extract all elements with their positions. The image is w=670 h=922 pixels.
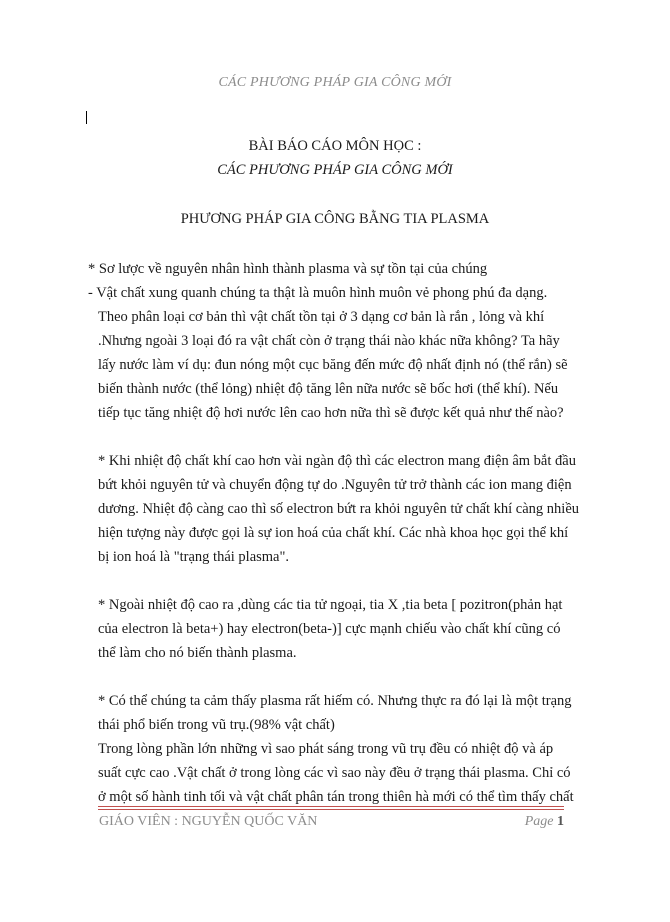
body-line: * Khi nhiệt độ chất khí cao hơn vài ngàn độ thì các electron mang điện âm bắt đầu xyxy=(98,453,576,469)
body-line: bứt khỏi nguyên tử và chuyển động tự do .Nguyên tử trở thành các ion mang điện xyxy=(98,477,572,493)
page-label: Page xyxy=(524,814,554,829)
report-title: BÀI BÁO CÁO MÔN HỌC : xyxy=(248,138,422,154)
document-body xyxy=(88,257,580,809)
footer-teacher: GIÁO VIÊN : NGUYỄN QUỐC VĂN xyxy=(99,814,318,829)
body-line: tiếp tục tăng nhiệt độ hơi nước lên cao hơn nữa thì sẽ được kết quả như thế nào? xyxy=(98,405,564,421)
page-number xyxy=(525,814,564,830)
body-line: Theo phân loại cơ bản thì vật chất tồn tại ở 3 dạng cơ bản là rắn , lỏng và khí xyxy=(98,309,545,325)
body-line: Trong lòng phần lớn những vì sao phát sáng trong vũ trụ đều có nhiệt độ và áp xyxy=(98,741,554,757)
paragraph-gap xyxy=(88,569,568,593)
body-line: dương. Nhiệt độ càng cao thì số electron bứt ra khỏi nguyên tử chất khí càng nhiều xyxy=(98,501,580,517)
footer-divider xyxy=(98,809,564,810)
body-line: biến thành nước (thể lỏng) nhiệt độ tăng lên nữa nước sẽ bốc hơi (thể khí). Nếu xyxy=(98,381,559,397)
body-line: ở một số hành tinh tối và vật chất phân tán trong thiên hà mới có thể tìm thấy chất xyxy=(98,789,574,805)
course-title: CÁC PHƯƠNG PHÁP GIA CÔNG MỚI xyxy=(217,162,453,178)
footer-divider xyxy=(98,806,564,807)
paragraph-gap xyxy=(88,665,568,689)
body-line: suất cực cao .Vật chất ở trong lòng các vì sao này đều ở trạng thái plasma. Chỉ có xyxy=(98,765,571,781)
body-line: * Có thể chúng ta cảm thấy plasma rất hiếm có. Nhưng thực ra đó lại là một trạng xyxy=(98,693,572,709)
body-line: * Sơ lược về nguyên nhân hình thành plasma và sự tồn tại của chúng xyxy=(88,261,488,277)
page-number-value: 1 xyxy=(557,814,564,829)
page-header: CÁC PHƯƠNG PHÁP GIA CÔNG MỚI xyxy=(218,75,452,90)
paragraph-gap xyxy=(88,425,568,449)
body-line: - Vật chất xung quanh chúng ta thật là muôn hình muôn vẻ phong phú đa dạng. xyxy=(88,285,548,301)
text-cursor xyxy=(86,111,87,124)
body-line: lấy nước làm ví dụ: đun nóng một cục băng đến mức độ nhất định nó (thể rắn) sẽ xyxy=(98,357,568,373)
topic-title: PHƯƠNG PHÁP GIA CÔNG BẰNG TIA PLASMA xyxy=(180,211,490,227)
body-line: * Ngoài nhiệt độ cao ra ,dùng các tia tử ngoại, tia X ,tia beta [ pozitron(phản hạt xyxy=(98,597,563,613)
body-line: thể làm cho nó biến thành plasma. xyxy=(98,645,297,661)
body-line: của electron là beta+) hay electron(beta-)] cực mạnh chiếu vào chất khí cũng có xyxy=(98,621,561,637)
body-line: thái phổ biến trong vũ trụ.(98% vật chất) xyxy=(98,717,335,733)
body-line: .Nhưng ngoài 3 loại đó ra vật chất còn ở trạng thái nào khác nữa không? Ta hãy xyxy=(98,333,560,349)
body-line: bị ion hoá là "trạng thái plasma". xyxy=(98,549,290,565)
body-line: hiện tượng này được gọi là sự ion hoá của chất khí. Các nhà khoa học gọi thể khí xyxy=(98,525,569,541)
